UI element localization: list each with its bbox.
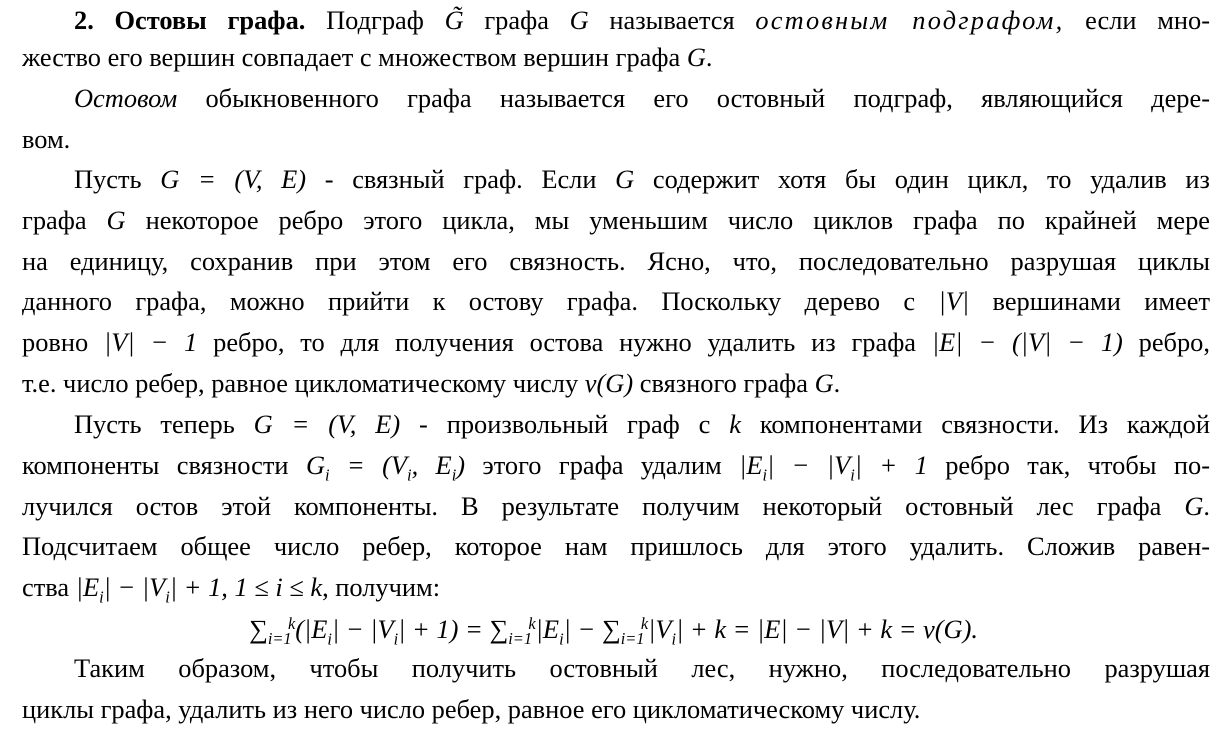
- subscript: i: [762, 465, 768, 485]
- paragraph-5-line-1: [74, 648, 1210, 688]
- sum-symbol: ∑: [248, 614, 268, 644]
- text: , получим:: [322, 572, 441, 602]
- text: ребро,: [1138, 327, 1210, 357]
- paragraph-3-line-4: [22, 281, 1210, 321]
- formula: |V|: [938, 286, 970, 316]
- subscript: i: [451, 465, 457, 485]
- text: циклы графа, удалить из него число ребер, равное его цикломатическому числу.: [22, 694, 921, 724]
- sum-symbol: ∑: [601, 614, 621, 644]
- subscript: i: [393, 629, 399, 649]
- subscript: i: [850, 465, 855, 485]
- text: этого графа удалим: [482, 450, 722, 480]
- text: | + 1) =: [398, 614, 490, 644]
- formula: G: [686, 42, 706, 72]
- formula: |V| − 1: [104, 327, 198, 357]
- formula: G: [569, 5, 589, 35]
- paragraph-5-line-2: [22, 689, 1210, 729]
- display-formula: [0, 609, 1227, 649]
- formula: [248, 614, 978, 649]
- paragraph-1-line-2: [22, 37, 1210, 77]
- sum-upper-limit: k: [640, 614, 649, 633]
- text: ства: [22, 572, 70, 602]
- formula: [75, 572, 323, 607]
- text: | + k = |E| − |V| + k = ν(G).: [676, 614, 978, 644]
- section-heading: 2. Остовы графа.: [74, 5, 306, 35]
- sum-symbol: ∑: [489, 614, 509, 644]
- text: |E: [535, 614, 560, 644]
- paragraph-3-line-3: [22, 241, 1210, 281]
- formula: [739, 450, 928, 485]
- text: на единицу, сохранив при этом его связность. Ясно, что, последовательно разрушая циклы: [22, 246, 1210, 276]
- paragraph-4-line-2: [22, 445, 1210, 485]
- text: вом.: [22, 124, 71, 154]
- formula: G: [615, 164, 635, 194]
- text: графа: [484, 5, 549, 35]
- formula: |E| − (|V| − 1): [931, 327, 1123, 357]
- subscript: i: [407, 465, 412, 485]
- text: Таким образом, чтобы получить остовный лес, нужно, последовательно разрушая: [74, 653, 1210, 683]
- paragraph-3-line-6: [22, 363, 1210, 403]
- paragraph-1-line-1: [74, 0, 1210, 40]
- formula: ν(G): [584, 368, 634, 398]
- text: .: [833, 368, 841, 398]
- paragraph-4-line-3: [22, 486, 1210, 526]
- text: | + 1: [854, 450, 928, 480]
- text: | −: [563, 614, 602, 644]
- term-spanning-subgraph: остовным подграфом,: [755, 5, 1065, 35]
- text: графа: [22, 205, 87, 235]
- formula: G = (V, E): [160, 164, 307, 194]
- formula: G: [1184, 491, 1204, 521]
- formula: k: [729, 409, 741, 439]
- sum-lower-limit: i=1: [620, 628, 645, 648]
- text: Подграф: [326, 5, 424, 35]
- sum-upper-limit: k: [287, 614, 296, 633]
- text: жество его вершин совпадает с множеством вершин графа: [22, 42, 681, 72]
- text: | − |V: [331, 614, 394, 644]
- text: Подсчитаем общее число ребер, которое нам пришлось для этого удалить. Сложив равен-: [22, 531, 1210, 561]
- text: данного графа, можно прийти к остову графа. Поскольку дерево с: [22, 286, 916, 316]
- paragraph-4-line-1: [74, 404, 1210, 444]
- sum-lower-limit: i=1: [508, 628, 532, 648]
- text: | − |V: [767, 450, 851, 480]
- subscript: i: [327, 629, 332, 649]
- subscript: i: [165, 587, 170, 607]
- text: | − |V: [103, 572, 166, 602]
- text: содержит хотя бы один цикл, то удалив из: [652, 164, 1210, 194]
- text: = (V: [329, 450, 408, 480]
- subscript: i: [99, 587, 104, 607]
- term-spanning-tree: Остовом: [74, 83, 178, 113]
- paragraph-3-line-5: [22, 322, 1210, 362]
- text: , E: [411, 450, 452, 480]
- subscript: i: [671, 629, 677, 649]
- text: |E: [75, 572, 100, 602]
- paragraph-4-line-4: [22, 526, 1210, 566]
- text: вершинами имеет: [992, 286, 1210, 316]
- text: компоненты связности: [22, 450, 289, 480]
- sum-upper-limit: k: [528, 614, 536, 633]
- text: ребро, то для получения остова нужно удалить из графа: [213, 327, 917, 357]
- text: - связный граф. Если: [324, 164, 597, 194]
- formula: G: [106, 205, 126, 235]
- text: Пусть теперь: [74, 409, 235, 439]
- text: лучился остов этой компоненты. В результате получим некоторый остовный лес графа: [22, 491, 1162, 521]
- text: (|E: [295, 614, 328, 644]
- text: ребро так, чтобы по-: [945, 450, 1210, 480]
- paragraph-3-line-2: [22, 200, 1210, 240]
- text: называется: [609, 5, 735, 35]
- formula: G̃: [444, 5, 464, 35]
- text: G: [305, 450, 325, 480]
- text: Пусть: [74, 164, 142, 194]
- text: - произвольный граф с: [419, 409, 711, 439]
- text: |V: [648, 614, 672, 644]
- text: т.е. число ребер, равное цикломатическому числу: [22, 368, 579, 398]
- text: связного графа: [639, 368, 808, 398]
- formula: G = (V, E): [253, 409, 401, 439]
- text: | + 1, 1 ≤ i ≤ k: [169, 572, 323, 602]
- text: .: [1203, 491, 1210, 521]
- formula: [305, 450, 466, 485]
- text: если мно-: [1085, 5, 1211, 35]
- paragraph-4-line-5: [22, 567, 1210, 607]
- paragraph-2-line-1: [74, 78, 1210, 118]
- text: ровно: [22, 327, 89, 357]
- sum-lower-limit: i=1: [267, 628, 292, 648]
- text: компонентами связности. Из каждой: [759, 409, 1210, 439]
- text: обыкновенного графа называется его остовный подграф, являющийся дере-: [205, 83, 1210, 113]
- paragraph-3-line-1: [74, 159, 1210, 199]
- subscript: i: [325, 465, 330, 485]
- text: |E: [739, 450, 763, 480]
- text: некоторое ребро этого цикла, мы уменьшим число циклов графа по крайней мере: [145, 205, 1210, 235]
- subscript: i: [559, 629, 564, 649]
- paragraph-2-line-2: [22, 119, 1210, 159]
- text: ): [456, 450, 466, 480]
- text: .: [705, 42, 713, 72]
- formula: G: [814, 368, 834, 398]
